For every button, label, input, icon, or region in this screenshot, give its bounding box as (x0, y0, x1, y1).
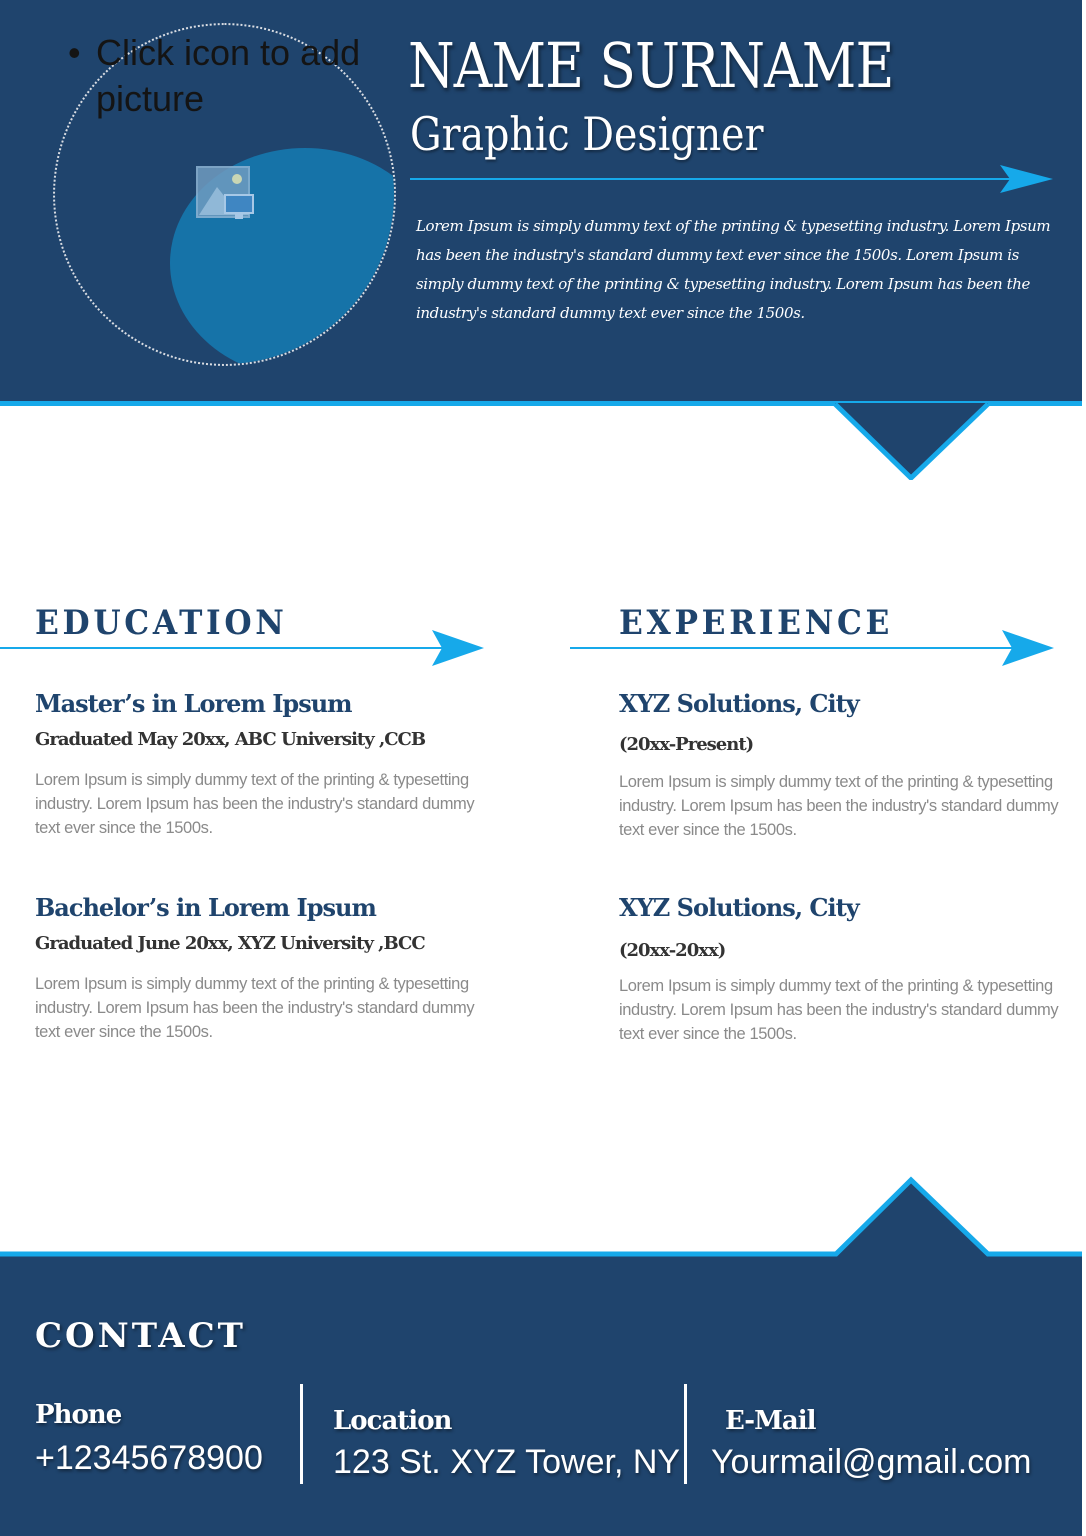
education-entry-title: Bachelor’s in Lorem Ipsum (35, 893, 376, 922)
candidate-role: Graphic Designer (410, 107, 764, 161)
placeholder-bullet: • (68, 32, 81, 73)
placeholder-label: Click icon to add picture (96, 32, 361, 119)
header-accent-line (0, 401, 1082, 406)
experience-heading: EXPERIENCE (619, 603, 894, 643)
education-entry-title: Master’s in Lorem Ipsum (35, 689, 352, 718)
contact-footer (0, 1255, 1082, 1536)
experience-entry-period: (20xx-Present) (619, 734, 754, 755)
profile-summary: Lorem Ipsum is simply dummy text of the printing & typesetting industry. Lorem Ipsum has been the industry's standard dummy text ever since the 1500s. Lorem Ipsum is simply dummy text of the printing & typesetting industry. Lorem Ipsum has been the industry's standard dummy text ever since the 1500s. (416, 217, 1051, 322)
location-value: 123 St. XYZ Tower, NY (333, 1443, 681, 1481)
phone-value[interactable]: +12345678900 (35, 1439, 263, 1477)
education-entry-description: Lorem Ipsum is simply dummy text of the printing & typesetting industry. Lorem Ipsum has been the industry's standard dummy text ever since the 1500s. (35, 975, 475, 1041)
experience-entry-period: (20xx-20xx) (619, 940, 726, 961)
picture-placeholder-text (68, 30, 398, 122)
email-value[interactable]: Yourmail@gmail.com (711, 1443, 1032, 1481)
education-entry-subtitle: Graduated May 20xx, ABC University ,CCB (35, 729, 426, 750)
education-heading: EDUCATION (35, 603, 288, 643)
experience-entry-title: XYZ Solutions, City (619, 893, 859, 922)
education-entry-description: Lorem Ipsum is simply dummy text of the printing & typesetting industry. Lorem Ipsum has been the industry's standard dummy text ever since the 1500s. (35, 771, 475, 837)
education-arrow-icon (0, 628, 486, 668)
experience-entry-description: Lorem Ipsum is simply dummy text of the printing & typesetting industry. Lorem Ipsum has been the industry's standard dummy text ever since the 1500s. (619, 977, 1059, 1043)
experience-entry-title: XYZ Solutions, City (619, 689, 859, 718)
header-arrow-icon (410, 160, 1055, 198)
experience-entry-description: Lorem Ipsum is simply dummy text of the printing & typesetting industry. Lorem Ipsum has been the industry's standard dummy text ever since the 1500s. (619, 773, 1059, 839)
education-entry-subtitle: Graduated June 20xx, XYZ University ,BCC (35, 933, 425, 954)
picture-icon[interactable] (195, 165, 255, 223)
contact-divider (684, 1384, 687, 1484)
contact-heading: CONTACT (35, 1316, 246, 1356)
experience-arrow-icon (570, 628, 1056, 668)
email-label: E-Mail (725, 1406, 816, 1436)
location-label: Location (333, 1406, 452, 1436)
phone-label: Phone (35, 1400, 122, 1430)
candidate-name: NAME SURNAME (408, 29, 894, 102)
contact-divider (300, 1384, 303, 1484)
